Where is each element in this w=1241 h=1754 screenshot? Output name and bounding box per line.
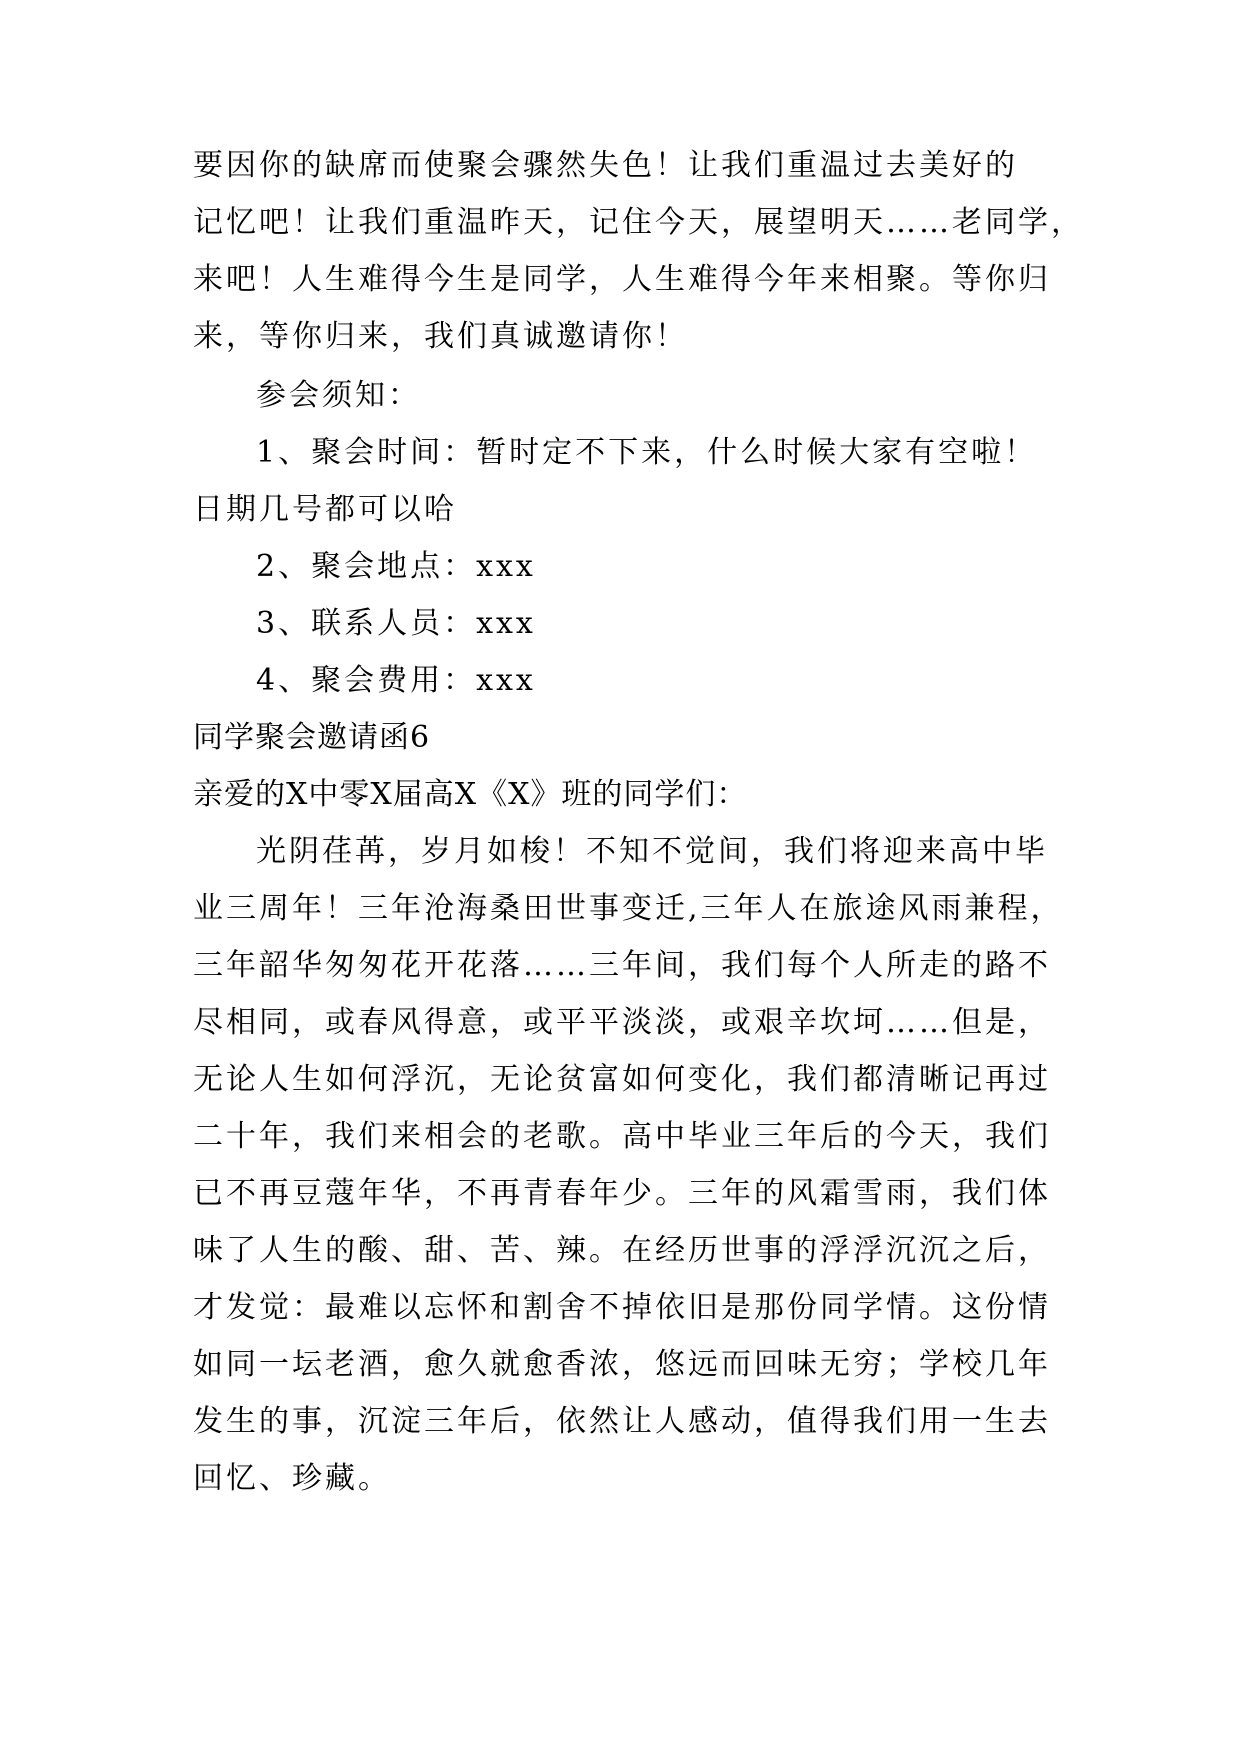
paragraph-line: 记忆吧！让我们重温昨天，记住今天，展望明天……老同学， bbox=[193, 205, 1084, 240]
list-item: 1、聚会时间：暂时定不下来，什么时候大家有空啦！ bbox=[256, 435, 1038, 470]
paragraph-line: 无论人生如何浮沉，无论贫富如何变化，我们都清晰记再过 bbox=[193, 1062, 1051, 1097]
list-item-continuation: 日期几号都可以哈 bbox=[193, 492, 457, 527]
paragraph-line: 二十年，我们来相会的老歌。高中毕业三年后的今天，我们 bbox=[193, 1119, 1051, 1154]
paragraph-line: 业三周年！三年沧海桑田世事变迁,三年人在旅途风雨兼程， bbox=[193, 891, 1064, 926]
paragraph-line: 发生的事，沉淀三年后，依然让人感动，值得我们用一生去 bbox=[193, 1404, 1051, 1439]
paragraph-line: 光阴荏苒，岁月如梭！不知不觉间，我们将迎来高中毕 bbox=[256, 834, 1048, 869]
paragraph-line: 尽相同，或春风得意，或平平淡淡，或艰辛坎坷……但是， bbox=[193, 1005, 1051, 1040]
letter-title: 同学聚会邀请函6 bbox=[193, 720, 431, 755]
section-heading: 参会须知： bbox=[256, 378, 421, 413]
paragraph-line: 才发觉：最难以忘怀和割舍不掉依旧是那份同学情。这份情 bbox=[193, 1290, 1051, 1325]
list-item: 3、联系人员：xxx bbox=[256, 606, 536, 641]
paragraph-line: 要因你的缺席而使聚会骤然失色！让我们重温过去美好的 bbox=[193, 148, 1018, 183]
paragraph-line: 三年韶华匆匆花开花落……三年间，我们每个人所走的路不 bbox=[193, 948, 1051, 983]
paragraph-line: 如同一坛老酒，愈久就愈香浓，悠远而回味无穷；学校几年 bbox=[193, 1347, 1051, 1382]
paragraph-line: 已不再豆蔻年华，不再青春年少。三年的风霜雪雨，我们体 bbox=[193, 1176, 1051, 1211]
paragraph-line: 来，等你归来，我们真诚邀请你！ bbox=[193, 319, 688, 354]
paragraph-line: 回忆、珍藏。 bbox=[193, 1461, 391, 1496]
list-item: 2、聚会地点：xxx bbox=[256, 549, 536, 584]
paragraph-line: 味了人生的酸、甜、苦、辣。在经历世事的浮浮沉沉之后， bbox=[193, 1233, 1051, 1268]
list-item: 4、聚会费用：xxx bbox=[256, 663, 536, 698]
paragraph-line: 来吧！人生难得今生是同学，人生难得今年来相聚。等你归 bbox=[193, 262, 1051, 297]
salutation: 亲爱的X中零X届高X《X》班的同学们： bbox=[193, 777, 748, 812]
